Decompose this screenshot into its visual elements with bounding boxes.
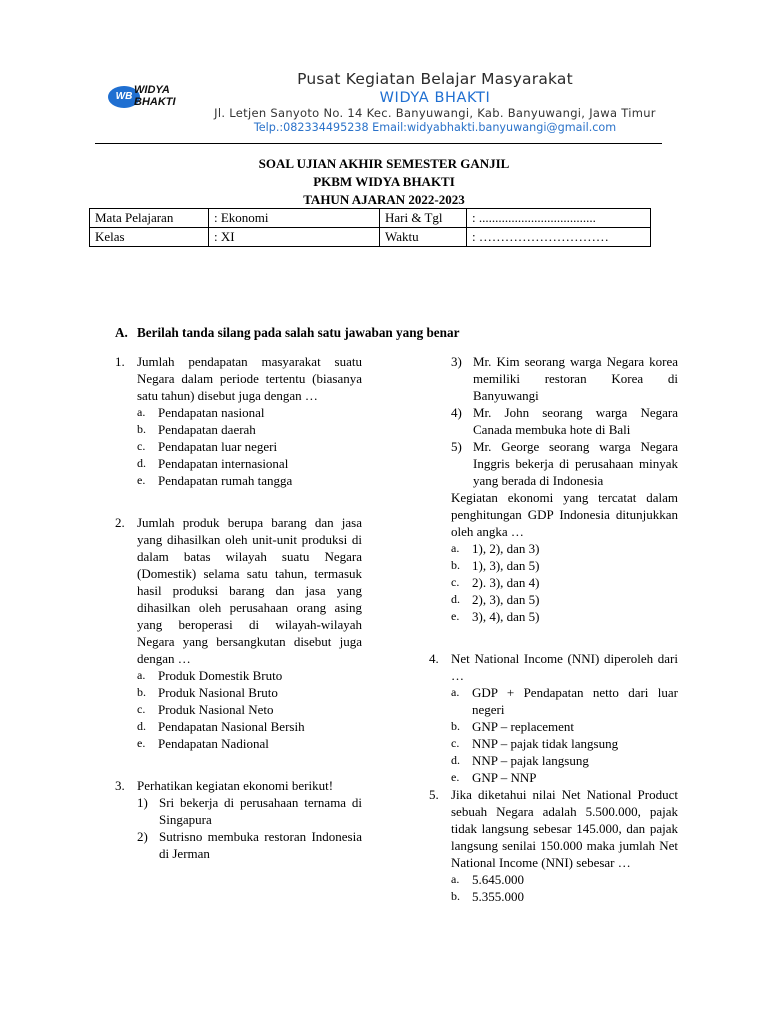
statement-number: 5): [451, 439, 462, 454]
options-list: [137, 667, 362, 752]
option-b: [451, 718, 678, 735]
option-letter: d.: [137, 719, 146, 733]
exam-info-table: [89, 208, 651, 247]
statement-text: Sutrisno membuka restoran Indonesia di Jerman: [159, 829, 362, 861]
option-letter: e.: [451, 770, 460, 784]
option-text: Pendapatan daerah: [158, 422, 256, 437]
option-letter: b.: [451, 558, 460, 572]
section-instruction: Berilah tanda silang pada salah satu jawaban yang benar: [137, 325, 460, 340]
option-text: Pendapatan luar negeri: [158, 439, 278, 454]
option-text: 3), 4), dan 5): [472, 609, 540, 624]
option-c: [451, 574, 678, 591]
info-label-date: Hari & Tgl: [380, 209, 467, 228]
spacer: [429, 642, 678, 650]
exam-year: TAHUN AJARAN 2022-2023: [303, 192, 465, 207]
statement-text: Mr. Kim seorang warga Negara korea memiliki restoran Korea di Banyuwangi: [473, 354, 678, 403]
option-text: 1), 2), dan 3): [472, 541, 540, 556]
statement-text: Mr. George seorang warga Negara Inggris bekerja di perusahaan minyak yang berada di Indonesia: [473, 439, 678, 488]
info-value-time: : …………………………: [467, 228, 651, 247]
statement-number: 4): [451, 405, 462, 420]
option-b: [137, 684, 362, 701]
info-value-class: : XI: [209, 228, 380, 247]
option-letter: a.: [451, 685, 460, 699]
question-4: [429, 650, 678, 786]
question-1: [115, 353, 362, 489]
option-letter: b.: [137, 422, 146, 436]
option-text: 2). 3), dan 4): [472, 575, 540, 590]
option-text: 5.645.000: [472, 872, 524, 887]
section-letter: A.: [115, 325, 128, 340]
option-d: [451, 752, 678, 769]
exam-title: SOAL UJIAN AKHIR SEMESTER GANJIL: [258, 156, 510, 171]
option-letter: e.: [137, 473, 146, 487]
options-list: [451, 871, 678, 905]
question-number: 3.: [115, 778, 125, 793]
option-e: [451, 608, 678, 625]
option-text: Pendapatan Nadional: [158, 736, 269, 751]
statement-text: Sri bekerja di perusahaan ternama di Singapura: [159, 795, 362, 827]
letterhead-divider: [95, 143, 662, 144]
option-letter: a.: [451, 872, 460, 886]
statement-4: [451, 404, 678, 438]
logo-text-label: WIDYA BHAKTI: [134, 84, 176, 108]
question-number: 1.: [115, 354, 125, 369]
option-letter: e.: [451, 609, 460, 623]
option-text: GDP + Pendapatan netto dari luar negeri: [472, 685, 678, 717]
statement-number: 2): [137, 829, 148, 844]
option-text: GNP – replacement: [472, 719, 575, 734]
question-number: 5.: [429, 787, 439, 802]
option-b: [137, 421, 362, 438]
question-stem: Jika diketahui nilai Net National Product sebuah Negara adalah 5.500.000, pajak tidak langsung sebesar 145.000, dan pajak langsung senilai 150.000 maka jumlah Net National Income (NNI) sebesar …: [451, 787, 678, 870]
option-letter: d.: [137, 456, 146, 470]
statement-number: 3): [451, 354, 462, 369]
statement-3: [451, 353, 678, 404]
option-letter: c.: [451, 736, 460, 750]
logo-text: [134, 84, 178, 108]
option-a: [137, 667, 362, 684]
letterhead-contact: Telp.:082334495238 Email:widyabhakti.banyuwangi@gmail.com: [253, 121, 617, 134]
option-letter: a.: [137, 405, 146, 419]
option-e: [137, 472, 362, 489]
letterhead-org: Pusat Kegiatan Belajar Masyarakat: [297, 70, 573, 88]
spacer: [115, 489, 362, 506]
option-text: 1), 3), dan 5): [472, 558, 540, 573]
option-text: Pendapatan internasional: [158, 456, 289, 471]
option-text: NNP – pajak langsung: [472, 753, 589, 768]
option-a: [451, 684, 678, 718]
option-text: GNP – NNP: [472, 770, 537, 785]
option-d: [451, 591, 678, 608]
option-letter: a.: [451, 541, 460, 555]
option-c: [137, 438, 362, 455]
info-label-subject: Mata Pelajaran: [90, 209, 209, 228]
option-text: Produk Nasional Bruto: [158, 685, 278, 700]
option-b: [451, 888, 678, 905]
question-number: 2.: [115, 515, 125, 530]
spacer: [115, 752, 362, 769]
statement-number: 1): [137, 795, 148, 810]
option-text: Produk Nasional Neto: [158, 702, 274, 717]
option-a: [451, 540, 678, 557]
option-letter: a.: [137, 668, 146, 682]
option-b: [451, 557, 678, 574]
statement-text: Mr. John seorang warga Negara Canada membuka hote di Bali: [473, 405, 678, 437]
option-letter: b.: [451, 719, 460, 733]
right-column: [429, 353, 678, 905]
option-d: [137, 455, 362, 472]
info-label-class: Kelas: [90, 228, 209, 247]
info-label-time: Waktu: [380, 228, 467, 247]
question-stem: Net National Income (NNI) diperoleh dari …: [451, 651, 678, 683]
info-row: [90, 209, 651, 228]
info-row: [90, 228, 651, 247]
options-list: [451, 540, 678, 625]
question-stem: Perhatikan kegiatan ekonomi berikut!: [137, 778, 334, 793]
option-text: 2), 3), dan 5): [472, 592, 540, 607]
statement-1: [137, 794, 362, 828]
letterhead-name: WIDYA BHAKTI: [379, 90, 491, 106]
question-stem: Jumlah pendapatan masyarakat suatu Negara dalam periode tertentu (biasanya satu tahun) disebut juga dengan …: [137, 354, 362, 403]
option-e: [451, 769, 678, 786]
spacer: [115, 506, 362, 514]
left-column: [115, 353, 362, 862]
spacer: [429, 625, 678, 642]
options-list: [137, 404, 362, 489]
question-3: [115, 777, 362, 862]
school-logo: [108, 80, 176, 114]
option-e: [137, 735, 362, 752]
question-2: [115, 514, 362, 752]
option-letter: d.: [451, 753, 460, 767]
option-text: Pendapatan Nasional Bersih: [158, 719, 305, 734]
question-number: 4.: [429, 651, 439, 666]
option-letter: c.: [137, 702, 146, 716]
spacer: [115, 769, 362, 777]
statement-5: [451, 438, 678, 489]
question-5: [429, 786, 678, 905]
options-list: [451, 684, 678, 786]
info-value-date: : ....................................: [467, 209, 651, 228]
option-letter: c.: [451, 575, 460, 589]
option-text: Pendapatan rumah tangga: [158, 473, 293, 488]
option-letter: b.: [137, 685, 146, 699]
option-c: [451, 735, 678, 752]
question-stem: Jumlah produk berupa barang dan jasa yang dihasilkan oleh unit-unit produksi di dalam batas wilayah suatu Negara (Domestik) selama satu tahun, termasuk hasil produksi barang dan jasa yang dihasilkan oleh perusahaan orang asing yang beroperasi di wilayah-wilayah Negara yang bersangkutan disebut juga dengan …: [137, 515, 362, 666]
option-d: [137, 718, 362, 735]
option-letter: c.: [137, 439, 146, 453]
option-a: [451, 871, 678, 888]
option-letter: d.: [451, 592, 460, 606]
question-follow-up: Kegiatan ekonomi yang tercatat dalam penghitungan GDP Indonesia ditunjukkan oleh angka …: [451, 490, 678, 539]
letterhead-address: Jl. Letjen Sanyoto No. 14 Kec. Banyuwangi, Kab. Banyuwangi, Jawa Timur: [214, 106, 656, 120]
option-text: NNP – pajak tidak langsung: [472, 736, 619, 751]
option-c: [137, 701, 362, 718]
statement-2: [137, 828, 362, 862]
option-letter: b.: [451, 889, 460, 903]
info-value-subject: : Ekonomi: [209, 209, 380, 228]
section-heading: [115, 325, 459, 341]
logo-mark: WB: [108, 86, 140, 108]
question-3-continued: [429, 353, 678, 625]
option-text: Pendapatan nasional: [158, 405, 265, 420]
option-letter: e.: [137, 736, 146, 750]
option-a: [137, 404, 362, 421]
exam-institution: PKBM WIDYA BHAKTI: [313, 174, 455, 189]
option-text: Produk Domestik Bruto: [158, 668, 283, 683]
option-text: 5.355.000: [472, 889, 524, 904]
